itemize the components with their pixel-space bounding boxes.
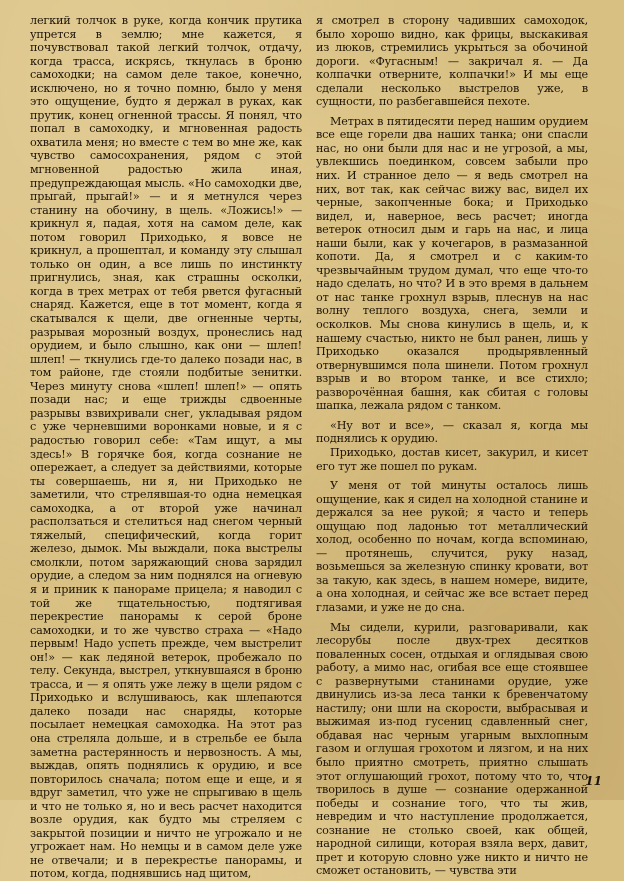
paragraph: легкий толчок в руке, когда кончик прутика упрется в землю; мне кажется, я почувствовал такой легкий толчок, отдачу, когда трасса, искрясь, ткнулась в броню самоходки; на самом деле такое, конечно, исключено, но я точно помню, было у меня это ощущение, будто я держал в руках, как прутик, конец огненной трассы. Я понял, что попал в самоходку, и мгновенная радость охватила меня; но вместе с тем во мне же, как чувство самосохранения, рядом с этой мгновенной радостью жила иная, предупреждающая мысль. «Но самоходки две, прыгай, прыгай!» — и я метнулся через станину на обочину, в щель. «Ложись!» — крикнул я, падая, хотя на самом деле, как потом говорил Приходько, я вовсе не крикнул, а прошептал, и команду эту слышал только он один, а все лишь по инстинкту пригнулись, зная, как страшны осколки, когда в трех метрах от тебя рвется фугасный снаряд. Кажется, еще в тот момент, когда я скатывался к щели, две огненные черты, разрывая морозный воздух, пронеслись над орудием, и было слышно, как они — шлеп! шлеп! — ткнулись где-то далеко позади нас, в том районе, где стояли подбитые зенитки. Через минуту снова «шлеп! шлеп!» — опять позади нас; и еще трижды сдвоенные разрывы взвихривали снег, укладывая рядом с уже черневшими воронками новые, и я с радостью говорил себе: «Там ищут, а мы здесь!» В горячке боя, когда сознание не опережает, а следует за действиями, которые ты совершаешь, ни я, ни Приходько не заметили, что стрелявшая-то одна немецкая самоходка, а от второй уже начинал расползаться и стелиться над снегом черный тяжелый, специфический, когда горит железо, дымок. Мы выждали, пока выстрелы смолкли, потом заряжающий снова зарядил орудие, а следом за ним поднялся на огневую я и приник к панораме прицела; я наводил с той же тщательностью, подтягивая перекрестие панорамы к серой броне самоходки, и то же чувство страха — «Надо первым! Надо успеть прежде, чем выстрелит он!» — как ледяной ветерок, пробежало по телу. Секунда, выстрел, уткнувшаяся в броню трасса, и — я опять уже лежу в щели рядом с Приходько и вслушиваюсь, как шлепаются далеко позади нас снаряды, которые посылает немецкая самоходка. На этот раз она стреляла дольше, и в стрельбе ее была заметна растерянность и нервозность. А мы, выждав, опять поднялись к орудию, и все повторилось сначала; потом еще и еще, и я вдруг заметил, что уже не спрыгиваю в щель и что не только я, но и весь расчет находится возле орудия, как будто мы стреляем с закрытой позиции и ничто не угрожало и не угрожает нам. Но немцы и в самом деле уже не отвечали; и в перекрестье панорамы, и потом, когда, поднявшись над щитом, <box>30 14 302 881</box>
paragraph: У меня от той минуты осталось лишь ощущение, как я сидел на холодной станине и держался за нее рукой; я часто и теперь ощущаю под ладонью тот металлический холод, особенно по ночам, когда вспоминаю, — протянешь, случится, руку назад, возьмешься за железную спинку кровати, вот за такую, как здесь, в нашем номере, видите, а она холодная, и сейчас же все встает перед глазами, и уже не до сна. <box>316 479 588 614</box>
paragraph: «Ну вот и все», — сказал я, когда мы поднялись к орудию. <box>316 418 588 446</box>
paragraph: я смотрел в сторону чадивших самоходок, было хорошо видно, как фрицы, выскакивая из люков, стремились укрыться за обочиной дороги. «Фугасным! — закричал я. — Да колпачки отверните, колпачки!» И мы еще сделали несколько выстрелов уже, в сущности, по разбегавшейся пехоте. <box>316 14 588 109</box>
paragraph: Приходько, достав кисет, закурил, и кисет его тут же пошел по рукам. <box>316 445 588 473</box>
text-column-right <box>316 14 588 878</box>
paragraph: Метрах в пятидесяти перед нашим орудием все еще горели два наших танка; они спасли нас, но они были для нас и не угрозой, а мы, увлекшись поединком, совсем забыли про них. И странное дело — я ведь смотрел на них, вот так, как сейчас вижу вас, видел их черные, закопченные бока; и Приходько видел, и, наверное, весь расчет; иногда ветерок относил дым и гарь на нас, и лица наши были, как у кочегаров, в размазанной копоти. Да, я смотрел и с каким-то чрезвычайным трудом думал, что еще что-то надо сделать, но что? И в это время в дальнем от нас танке грохнул взрыв, плеснув на нас волну теплого воздуха, снега, земли и осколков. Мы снова кинулись в щель, и, к нашему счастью, никто не был ранен, лишь у Приходько оказался продырявленный отвернувшимся пола шинели. Потом грохнул взрыв и во втором танке, и все стихло; разворочённая башня, как сбитая с головы шапка, лежала рядом с танком. <box>316 114 588 413</box>
page-number: 11 <box>585 774 602 788</box>
text-column-left <box>30 14 302 881</box>
paragraph: Мы сидели, курили, разговаривали, как лесорубы после двух-трех десятков поваленных сосен, отдыхая и оглядывая свою работу, а мимо нас, огибая все еще стоявшее с развернутыми станинами орудие, уже двинулись из-за леса танки к бревенчатому настилу; они шли на скорости, выбрасывая и выжимая из-под гусениц сдавленный снег, обдавая нас черным угарным выхлопным газом и оглушая грохотом и лязгом, и на них было приятно смотреть, приятно слышать этот оглушающий грохот, потому что то, что творилось в душе — сознание одержанной победы и сознание того, что ты жив, невредим и что наступление продолжается, сознание не столько своей, как общей, народной силищи, которая взяла верх, давит, прет и которую словно уже никто и ничто не сможет остановить, — чувства эти <box>316 620 588 878</box>
